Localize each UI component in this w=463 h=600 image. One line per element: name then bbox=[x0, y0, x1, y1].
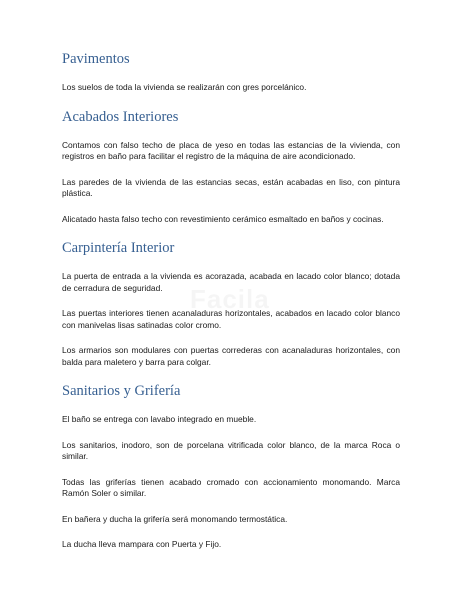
paragraph: Las puertas interiores tienen acanaladuras horizontales, acabados en lacado color blanco con manivelas lisas satinadas color cromo. bbox=[62, 308, 400, 330]
section-pavimentos bbox=[62, 50, 400, 94]
paragraph: Contamos con falso techo de placa de yeso en todas las estancias de la vivienda, con registros en baño para facilitar el registro de la máquina de aire acondicionado. bbox=[62, 139, 400, 161]
section-carpinteria-interior bbox=[62, 239, 400, 368]
paragraph: Todas las griferías tienen acabado cromado con accionamiento monomando. Marca Ramón Soler o similar. bbox=[62, 476, 400, 498]
section-heading: Carpintería Interior bbox=[62, 240, 175, 256]
document-body bbox=[62, 50, 400, 565]
section-heading: Sanitarios y Grifería bbox=[62, 383, 181, 399]
section-heading: Acabados Interiores bbox=[62, 108, 179, 125]
paragraph: La ducha lleva mampara con Puerta y Fijo. bbox=[62, 539, 222, 549]
section-heading: Pavimentos bbox=[62, 51, 130, 67]
section-acabados-interiores bbox=[62, 108, 400, 226]
paragraph: Las paredes de la vivienda de las estancias secas, están acabadas en liso, con pintura plástica. bbox=[62, 176, 400, 198]
paragraph: En bañera y ducha la grifería será monomando termostática. bbox=[62, 513, 288, 524]
paragraph: La puerta de entrada a la vivienda es acorazada, acabada en lacado color blanco; dotada de cerradura de seguridad. bbox=[62, 271, 400, 293]
paragraph: Los suelos de toda la vivienda se realizarán con gres porcelánico. bbox=[62, 82, 307, 92]
paragraph: Los armarios son modulares con puertas correderas con acanaladuras horizontales, con balda para maletero y barra para colgar. bbox=[62, 345, 400, 367]
paragraph: Los sanitarios, inodoro, son de porcelana vitrificada color blanco, de la marca Roca o similar. bbox=[62, 439, 400, 461]
paragraph: Alicatado hasta falso techo con revestimiento cerámico esmaltado en baños y cocinas. bbox=[62, 213, 384, 224]
section-sanitarios-griferia bbox=[62, 382, 400, 551]
paragraph: El baño se entrega con lavabo integrado en mueble. bbox=[62, 414, 257, 424]
